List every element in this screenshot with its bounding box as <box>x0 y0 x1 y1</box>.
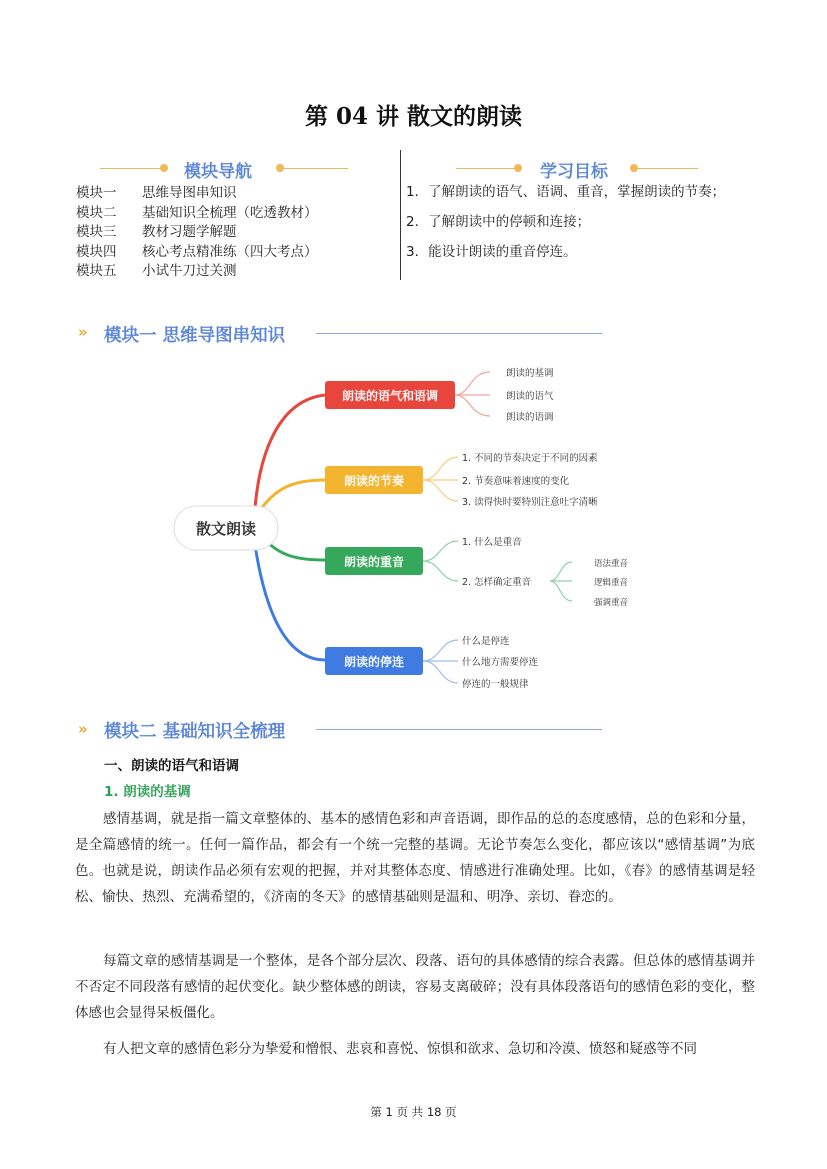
branch-label-pause: 朗读的停连 <box>343 655 405 669</box>
branch-line-rhythm <box>260 480 325 510</box>
nav-item[interactable]: 模块一 思维导图串知识 <box>76 185 237 201</box>
nav-heading-dot-left <box>160 164 168 172</box>
leaf-label: 1. 什么是重音 <box>462 537 522 548</box>
module-nav-list <box>76 184 318 282</box>
section-heading: 一、朗读的语气和语调 <box>104 758 239 774</box>
goal-item: 1．了解朗读的语气、语调、重音，掌握朗读的节奏； <box>406 184 726 200</box>
branch-line-tone <box>255 395 325 508</box>
leaf-label: 2. 节奏意味着速度的变化 <box>462 476 570 487</box>
leaf-label: 什么是停连 <box>462 636 510 647</box>
leaf-label: 什么地方需要停连 <box>462 657 539 668</box>
leaf-label: 朗读的语气 <box>506 391 554 402</box>
nav-heading-line-left <box>100 168 168 169</box>
goals-heading-dot-left <box>514 164 522 172</box>
leaf-label: 3. 读得快时要特别注意吐字清晰 <box>462 497 598 508</box>
nav-heading-line-right <box>284 168 348 169</box>
branch-label-rhythm: 朗读的节奏 <box>343 474 405 488</box>
page-title: 第 04 讲 散文的朗读 <box>304 103 523 130</box>
module1-heading: 模块一 思维导图串知识 <box>104 326 286 346</box>
goal-item: 3．能设计朗读的重音停连。 <box>406 244 577 260</box>
branch-label-tone: 朗读的语气和语调 <box>341 389 439 403</box>
module1-heading-line <box>316 333 602 334</box>
nav-item[interactable]: 模块二 基础知识全梳理（吃透教材） <box>76 204 318 221</box>
module2-heading-line <box>316 729 602 730</box>
paragraph: 每篇文章的感情基调是一个整体，是各个部分层次、段落、语句的具体感情的综合表露。但总体的感情基调并不否定不同段落有感情的起伏变化。缺少整体感的朗读，容易支离破碎；没有具体段落语句的感情色彩的变化，整体感也会显得呆板僵化。 <box>75 953 755 1021</box>
branch-label-stress: 朗读的重音 <box>343 555 405 569</box>
goals-heading-line-left <box>456 168 522 169</box>
nav-item[interactable]: 模块三 教材习题学解题 <box>76 224 237 240</box>
leaf-label: 停连的一般规律 <box>462 679 529 690</box>
paragraph: 感情基调，就是指一篇文章整体的、基本的感情色彩和声音语调，即作品的总的态度感情，总的色彩和分量，是全篇感情的统一。任何一篇作品，都会有一个统一完整的基调。无论节奏怎么变化，都应该以“感情基调”为底色。也就是说，朗读作品必须有宏观的把握，并对其整体态度、情感进行准确处理。比如，《春》的感情基调是轻松、愉快、热烈、充满希望的，《济南的冬天》的感情基础则是温和、明净、亲切、眷恋的。 <box>75 811 755 905</box>
module2-heading: 模块二 基础知识全梳理 <box>104 722 286 742</box>
leaf-label: 朗读的基调 <box>506 368 554 379</box>
leaf-label: 朗读的语调 <box>506 412 554 423</box>
leaf-label: 强调重音 <box>594 598 629 608</box>
goal-item: 2．了解朗读中的停顿和连接； <box>406 214 591 230</box>
paragraph: 有人把文章的感情色彩分为挚爱和憎恨、悲哀和喜悦、惊惧和欲求、急切和冷漠、愤怒和疑惑等不同 <box>103 1041 697 1057</box>
nav-item[interactable]: 模块五 小试牛刀过关测 <box>76 263 237 279</box>
goals-heading-dot-right <box>630 164 638 172</box>
page-footer: 第 1 页 共 18 页 <box>370 1105 457 1119</box>
leaf-label: 1. 不同的节奏决定于不同的因素 <box>462 453 598 464</box>
goals-heading: 学习目标 <box>540 162 608 182</box>
nav-heading: 模块导航 <box>184 162 252 182</box>
learning-goals-list <box>406 182 725 272</box>
subsection-heading: 1. 朗读的基调 <box>104 784 191 800</box>
leaf-label: 语法重音 <box>594 559 629 569</box>
branch-line-stress <box>265 540 325 560</box>
mind-map <box>160 360 660 700</box>
double-chevron-icon: » <box>78 323 88 341</box>
leaf-label: 2. 怎样确定重音 <box>462 577 532 588</box>
goals-heading-line-right <box>638 168 698 169</box>
column-divider <box>400 150 401 280</box>
double-chevron-icon: » <box>78 720 88 738</box>
nav-item[interactable]: 模块四 核心考点精准练（四大考点） <box>76 243 318 260</box>
leaf-label: 逻辑重音 <box>594 578 629 588</box>
branch-line-pause <box>255 545 325 660</box>
nav-heading-dot-right <box>276 164 284 172</box>
mindmap-center-label: 散文朗读 <box>195 520 257 538</box>
